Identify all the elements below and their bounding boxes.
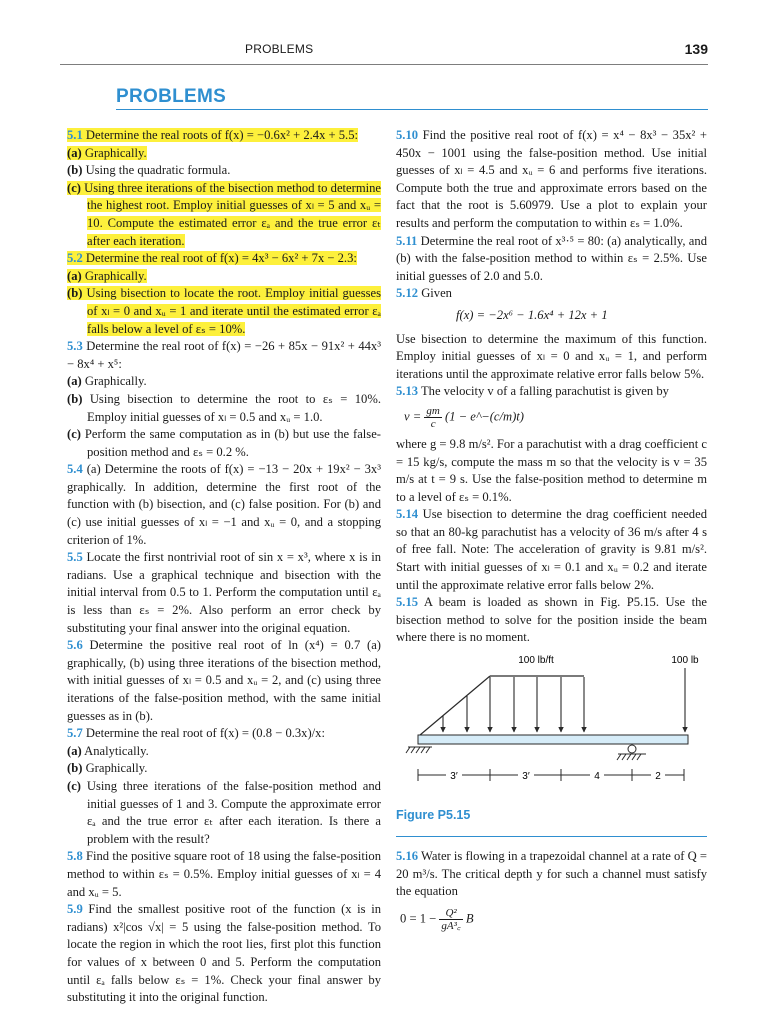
problem-number: 5.15 (396, 595, 419, 610)
eq-fraction (439, 907, 462, 932)
problem-5-1-a (67, 145, 381, 163)
part-text: Perform the same computation as in (b) but use the false-position method and εₛ = 0.2 %. (84, 427, 381, 459)
problem-5-8 (67, 848, 381, 901)
problem-number: 5.2 (67, 251, 83, 266)
problem-text: Find the positive real root of f(x) = x⁴ − 8x³ − 35x² + 450x − 1001 using the false-position method. Use initial guesses of xₗ = 4.5 and xᵤ = 6 and performs five iterations. Compute both the true and approximate errors based on the fact that the root is 5.60979. Use a plot to explain your results and perform the computation to within εₛ = 1.0%. (396, 128, 708, 230)
eq-fraction (424, 405, 441, 430)
dimension-label-3: 4 (594, 771, 600, 782)
page-number: 139 (684, 41, 708, 57)
problem-5-3-a (67, 373, 381, 391)
right-column-lower (396, 848, 707, 938)
problem-5-7-b (67, 760, 381, 778)
load-arrows (443, 668, 685, 732)
part-label: (a) (67, 145, 82, 160)
equation-5-12: f(x) = −2x⁶ − 1.6x⁴ + 12x + 1 (456, 307, 608, 322)
problem-text: Use bisection to determine the drag coefficient needed so that an 80-kg parachutist has a velocity of 36 m/s after 4 s of free fall. Note: The acceleration of gravity is 9.81 m/s². Start with initial guesses of xₗ = 0.1 and xᵤ = 0.2 and iterate until the approximate relative error falls below 2%. (396, 507, 707, 592)
figure-caption: Figure P5.15 (396, 808, 471, 822)
problem-5-1-stem (67, 127, 381, 145)
eq-rhs: (1 − e^−(c/m)t) (445, 409, 524, 424)
eq-rhs: B (465, 911, 474, 926)
problem-5-3-b (67, 391, 381, 426)
problem-number: 5.7 (67, 726, 83, 741)
problem-5-6 (67, 637, 381, 725)
part-text: Using three iterations of the bisection method to determine the highest root. Employ initial guesses of xₗ = 5 and xᵤ = 10. Compute the estimated error εₐ and the true error εₜ after each iteration. (84, 180, 381, 248)
problem-5-7-c (67, 778, 381, 848)
running-title: PROBLEMS (245, 42, 314, 56)
left-column (67, 127, 381, 1007)
part-text: Graphically. (85, 761, 148, 776)
problem-text: Determine the positive real root of ln (x⁴) = 0.7 (a) graphically, (b) using three iterations of the bisection method, with initial guesses of xₗ = 0.5 and xᵤ = 2, and (c) using three iterations of the false-position method, with the same initial guesses as in (b). (67, 638, 381, 723)
problem-5-13-stem (396, 383, 707, 401)
problem-text: Determine the real roots of f(x) = −0.6x² + 2.4x + 5.5: (85, 128, 359, 142)
dimension-label-2: 3′ (522, 771, 530, 782)
problem-number: 5.4 (67, 462, 83, 477)
pin-support-left (406, 747, 432, 753)
figure-p5-15 (396, 650, 707, 795)
part-label: (b) (67, 391, 83, 406)
problem-number: 5.10 (396, 128, 419, 142)
section-rule (116, 109, 708, 110)
problem-text: Determine the real root of x³·⁵ = 80: (a) analytically, and (b) with the false-position method to within εₛ = 2.5%. Use initial guesses of 2.0 and 5.0. (396, 233, 707, 283)
part-label: (a) (67, 374, 82, 389)
problem-text: Given (421, 286, 452, 301)
problem-text: Water is flowing in a trapezoidal channel at a rate of Q = 20 m³/s. The critical depth y for such a channel must satisfy the equation (396, 849, 707, 899)
part-label: (a) (67, 743, 82, 758)
equation-5-16 (396, 907, 707, 932)
problem-5-14 (396, 506, 707, 594)
problem-5-4 (67, 461, 381, 549)
part-text: Graphically. (84, 268, 147, 283)
problem-number: 5.9 (67, 902, 83, 917)
part-label: (c) (67, 778, 81, 793)
problem-text: The velocity v of a falling parachutist is given by (420, 384, 669, 399)
problem-number: 5.5 (67, 550, 83, 565)
part-text: Using bisection to determine the root to εₛ = 10%. Employ initial guesses of xₗ = 0.5 and xᵤ = 1.0. (87, 391, 381, 424)
part-text: Using the quadratic formula. (85, 163, 231, 178)
eq-numerator: Q² (439, 907, 462, 920)
part-label: (c) (67, 427, 81, 442)
part-text: Analytically. (84, 743, 149, 758)
problem-text: Determine the real root of f(x) = −26 + 85x − 91x² + 44x³ − 8x⁴ + x⁵: (67, 339, 381, 371)
problem-text: Find the positive square root of 18 using the false-position method to within εₛ = 0.5%. Employ initial guesses of xₗ = 4 and xᵤ = 5. (67, 849, 381, 899)
problem-text: A beam is loaded as shown in Fig. P5.15. Use the bisection method to solve for the position inside the beam where there is no moment. (396, 595, 707, 645)
problem-5-7-a (67, 743, 381, 761)
part-label: (b) (67, 761, 83, 776)
problem-text: Determine the real root of f(x) = (0.8 − 0.3x)/x: (85, 726, 325, 741)
problem-number: 5.1 (67, 128, 83, 142)
problem-5-7-stem (67, 725, 381, 743)
problem-number: 5.13 (396, 384, 419, 399)
eq-numerator: gm (426, 404, 440, 417)
problem-5-2-stem (67, 250, 381, 268)
problem-number: 5.8 (67, 849, 83, 864)
distributed-load-label: 100 lb/ft (518, 655, 554, 666)
part-label: (c) (67, 180, 81, 195)
right-column (396, 127, 707, 647)
problem-5-2-b (67, 285, 381, 338)
header-rule (60, 64, 708, 65)
problem-number: 5.16 (396, 849, 419, 863)
eq-lhs: v = (404, 409, 422, 424)
problem-text: Find the smallest positive root of the function (x is in radians) x²|cos √x| = 5 using the false-position method. To locate the region in which the root lies, first plot this function for values of x between 0 and 5. Perform the computation until εₐ falls below εₛ = 1%. Check your final answer by substituting it into the original function. (67, 902, 381, 1005)
eq-denominator: gA³꜀ (441, 919, 461, 932)
problem-text: (a) Determine the roots of f(x) = −13 − 20x + 19x² − 3x³ graphically. In addition, determine the first root of the function with (b) bisection, and (c) false position. For (b) and (c) use initial guesses of xₗ = −1 and xᵤ = 0, and a stopping criterion of 1%. (67, 462, 382, 547)
problem-text: Determine the real root of f(x) = 4x³ − 6x² + 7x − 2.3: (85, 251, 357, 266)
problem-number: 5.11 (396, 233, 418, 248)
problem-text: Locate the first nontrivial root of sin x = x³, where x is in radians. Use a graphical technique and bisection with the initial interval from 0.5 to 1. Perform the computation until εₐ is less than εₛ = 2%. Also perform an error check by substituting your final answer into the original equation. (67, 550, 381, 635)
point-load-label: 100 lb (671, 655, 699, 666)
problem-number: 5.3 (67, 339, 83, 354)
problem-5-11 (396, 233, 707, 286)
equation-5-13 (396, 405, 707, 430)
problem-5-12-text: Use bisection to determine the maximum of this function. Employ initial guesses of xₗ = 0 and xᵤ = 1, and perform iterations until the approximate relative error falls below 5%. (396, 331, 707, 381)
part-label: (a) (67, 268, 82, 283)
problem-number: 5.6 (67, 638, 83, 653)
figure-rule (396, 836, 707, 837)
problem-5-9 (67, 901, 381, 1007)
part-text: Using bisection to locate the root. Employ initial guesses of xₗ = 0 and xᵤ = 1 and iterate until the estimated error εₐ falls below a level of εₛ = 10%. (86, 286, 381, 336)
beam (418, 735, 688, 744)
running-head (0, 42, 768, 62)
dimension-label-4: 2 (655, 771, 661, 782)
problem-5-5 (67, 549, 381, 637)
section-title: PROBLEMS (116, 86, 227, 107)
problem-5-12-stem (396, 285, 707, 303)
problem-5-13-text: where g = 9.8 m/s². For a parachutist with a drag coefficient c = 15 kg/s, compute the mass m so that the velocity is v = 35 m/s at t = 9 s. Use the false-position method to determine m to a level of εₛ = 0.1%. (396, 436, 707, 504)
eq-lhs: 0 = 1 − (400, 911, 437, 926)
problem-5-3-stem (67, 338, 381, 373)
part-text: Using three iterations of the false-position method and initial guesses of 1 and 3. Compute the approximate error εₐ and the true error εₜ after each iteration. Is there a problem with the result? (86, 778, 381, 846)
load-ramp (420, 676, 490, 735)
part-text: Graphically. (84, 374, 147, 389)
part-text: Graphically. (84, 145, 147, 160)
problem-5-10 (396, 127, 707, 233)
problem-number: 5.14 (396, 507, 419, 522)
problem-5-1-c (67, 180, 381, 250)
part-label: (b) (67, 286, 83, 301)
problem-5-1-b (67, 162, 381, 180)
problem-number: 5.12 (396, 286, 419, 301)
dimension-label-1: 3′ (450, 771, 458, 782)
roller-support (617, 745, 646, 760)
eq-denominator: c (430, 417, 436, 430)
part-label: (b) (67, 163, 83, 178)
problem-5-2-a (67, 268, 381, 286)
problem-5-3-c (67, 426, 381, 461)
problem-5-16 (396, 848, 707, 901)
problem-5-15 (396, 594, 707, 647)
beam-diagram (396, 650, 707, 795)
